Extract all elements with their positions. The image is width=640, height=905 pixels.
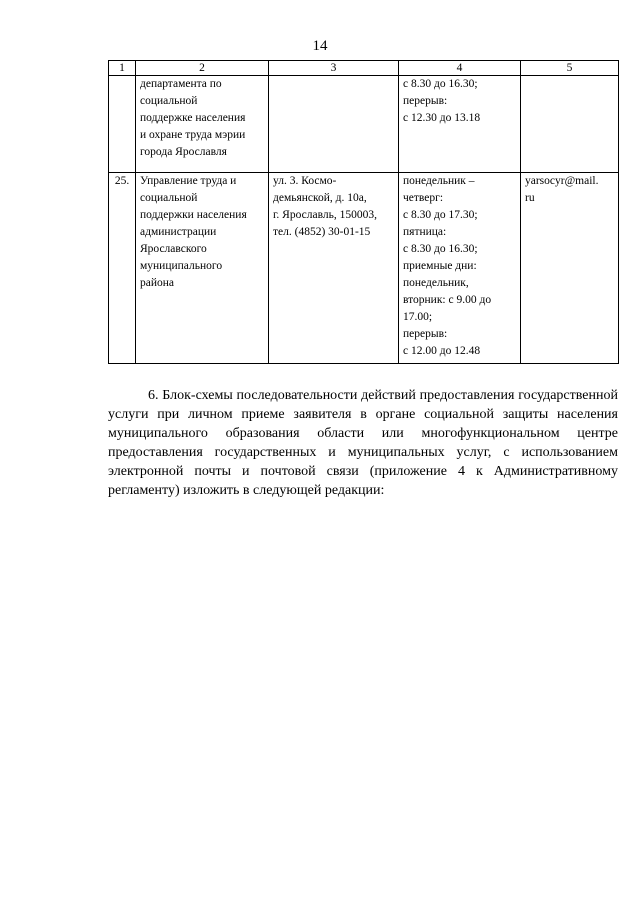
body-paragraph: 6. Блок-схемы последовательности действий предоставления государственной услуги при личном приеме заявителя в органе социальной защиты населения муниципального образования области или многофункциональном центре предоставления государственных и муниципальных услуг, с использованием электронной почты и почтовой связи (приложение 4 к Административному регламенту) изложить в следующей редакции:	[108, 388, 618, 498]
table-header-row	[109, 61, 619, 76]
email-cell	[521, 76, 619, 173]
page-number: 14	[312, 38, 328, 54]
address-cell	[269, 76, 399, 173]
row-number-cell: 25.	[109, 173, 136, 364]
column-header: 1	[109, 61, 136, 76]
column-header: 2	[136, 61, 269, 76]
organization-name-cell: департамента по социальной поддержке населения и охране труда мэрии города Ярославля	[136, 76, 269, 173]
email-cell: yarsocyr@mail. ru	[521, 173, 619, 364]
column-header: 3	[269, 61, 399, 76]
table-row	[109, 76, 619, 173]
table-row	[109, 173, 619, 364]
schedule-cell: понедельник – четверг: с 8.30 до 17.30; пятница: с 8.30 до 16.30; приемные дни: понедельник, вторник: с 9.00 до 17.00; перерыв: с 12.00 до 12.48	[399, 173, 521, 364]
organization-name-cell: Управление труда и социальной поддержки населения администрации Ярославского муниципального района	[136, 173, 269, 364]
address-cell: ул. 3. Космо- демьянской, д. 10а, г. Ярославль, 150003, тел. (4852) 30-01-15	[269, 173, 399, 364]
row-number-cell	[109, 76, 136, 173]
schedule-cell: с 8.30 до 16.30; перерыв: с 12.30 до 13.18	[399, 76, 521, 173]
column-header: 5	[521, 61, 619, 76]
services-table	[108, 60, 619, 364]
column-header: 4	[399, 61, 521, 76]
